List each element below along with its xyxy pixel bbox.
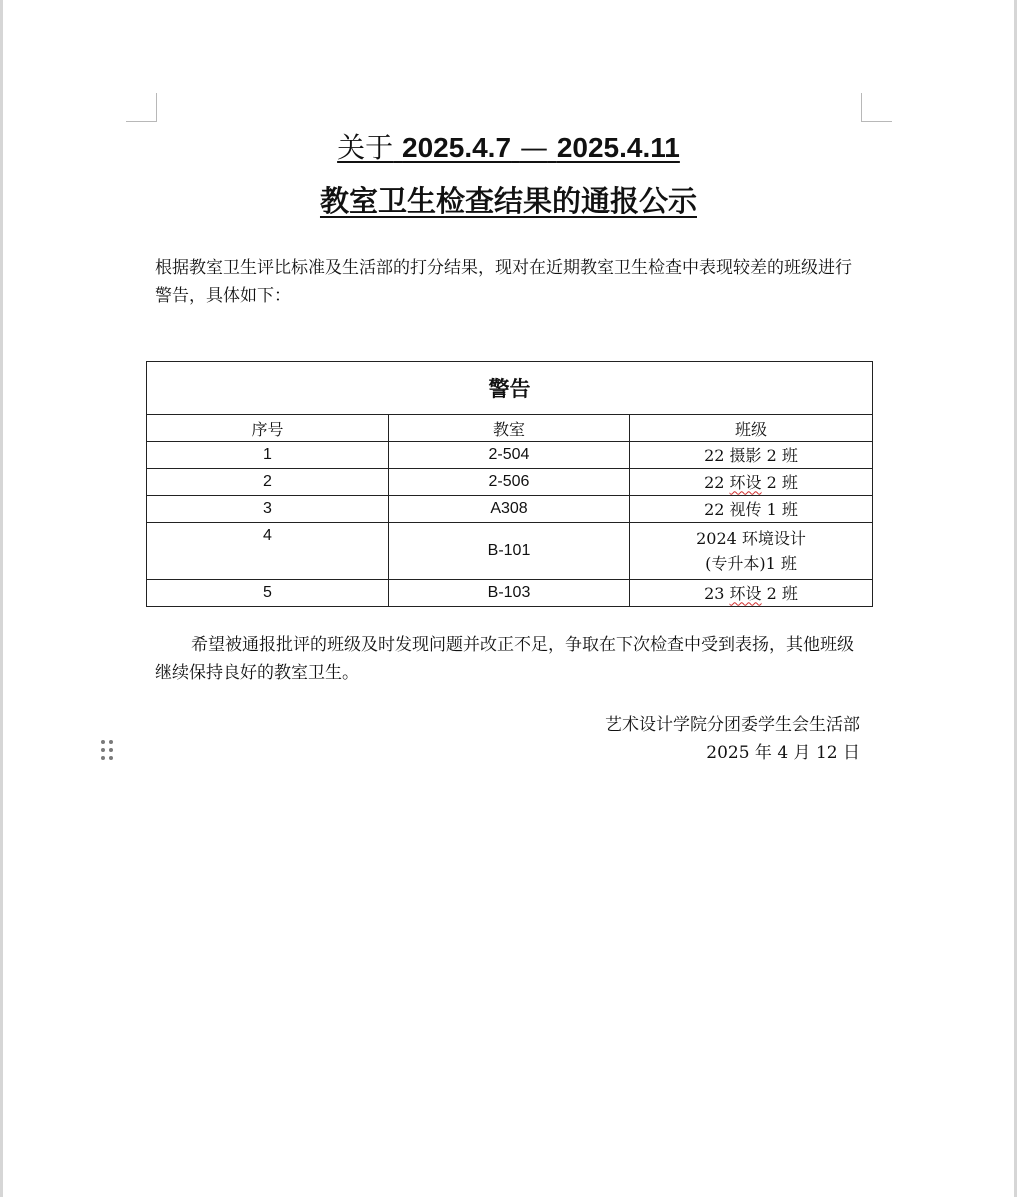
- row-number: 3: [147, 496, 389, 523]
- row-class-line: 2024 环境设计: [696, 529, 806, 548]
- warning-table: [146, 361, 873, 607]
- row-number: 4: [147, 523, 389, 580]
- row-number: 1: [147, 442, 389, 469]
- row-class-line: 22 摄影 2 班: [704, 445, 798, 465]
- row-room: B-101: [389, 523, 630, 580]
- row-class-line: 22 视传 1 班: [704, 499, 798, 519]
- spellcheck-underline: 环设: [729, 583, 762, 603]
- row-class-line: 23 环设 2 班: [704, 583, 798, 603]
- column-header-number: 序号: [147, 415, 389, 442]
- table-row: [147, 442, 873, 469]
- column-header-class: 班级: [630, 415, 873, 442]
- closing-paragraph: 希望被通报批评的班级及时发现问题并改正不足，争取在下次检查中受到表扬，其他班级继续保持良好的教室卫生。: [155, 635, 854, 683]
- title-prefix: 关于: [337, 131, 394, 164]
- title-line-2: [0, 180, 1017, 222]
- table-row: [147, 496, 873, 523]
- row-room: 2-506: [389, 469, 630, 496]
- row-room: B-103: [389, 580, 630, 607]
- row-class-line: (专升本)1 班: [705, 554, 797, 573]
- title-dash: —: [519, 131, 548, 164]
- row-room: 2-504: [389, 442, 630, 469]
- signature-org: 艺术设计学院分团委学生会生活部: [605, 715, 860, 735]
- spellcheck-underline: 环设: [729, 472, 762, 492]
- table-row: [147, 469, 873, 496]
- signature-date: 2025 年 4 月 12 日: [706, 743, 860, 763]
- column-header-room: 教室: [389, 415, 630, 442]
- title-start-date: 2025.4.7: [402, 132, 512, 163]
- row-class: [630, 523, 873, 580]
- title-text: 教室卫生检查结果的通报公示: [319, 184, 697, 218]
- row-number: 5: [147, 580, 389, 607]
- row-class-line: 22 环设 2 班: [704, 472, 798, 492]
- margin-corner-top-left: [126, 93, 157, 122]
- table-header-row: [147, 415, 873, 442]
- row-room: A308: [389, 496, 630, 523]
- title-end-date: 2025.4.11: [556, 132, 680, 163]
- table-row: [147, 523, 873, 580]
- row-number: 2: [147, 469, 389, 496]
- drag-handle-icon[interactable]: [101, 740, 115, 762]
- row-class: [630, 442, 873, 469]
- row-class: [630, 496, 873, 523]
- intro-paragraph: 根据教室卫生评比标准及生活部的打分结果，现对在近期教室卫生检查中表现较差的班级进行警告，具体如下：: [155, 258, 852, 306]
- margin-corner-top-right: [861, 93, 892, 122]
- row-class: [630, 469, 873, 496]
- table-heading: 警告: [147, 362, 873, 415]
- title-line-1: [0, 128, 1017, 168]
- table-row: [147, 580, 873, 607]
- row-class: [630, 580, 873, 607]
